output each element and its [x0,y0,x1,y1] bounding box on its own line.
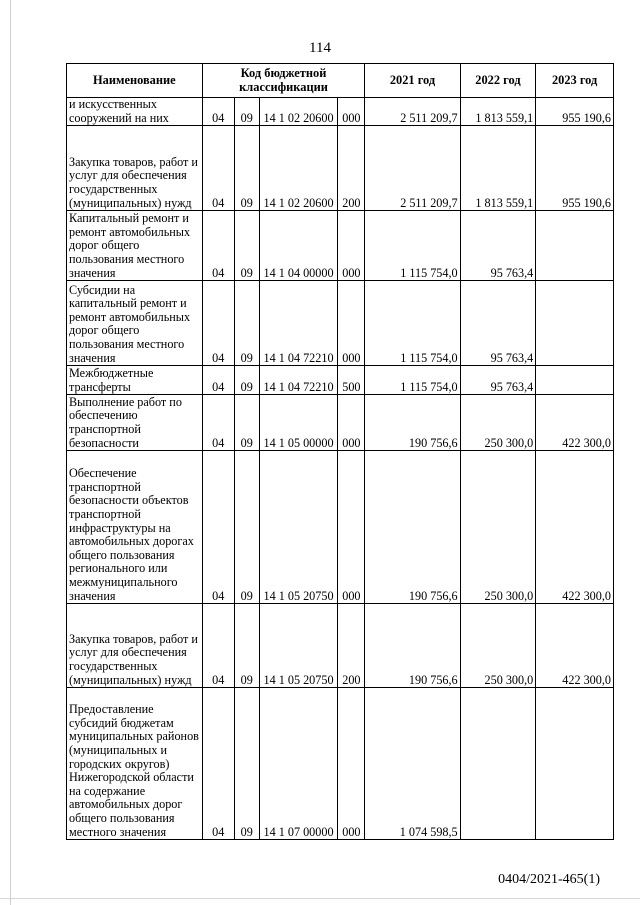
row-value-2022: 250 300,0 [460,604,536,688]
table-row [67,366,614,395]
row-value-2021: 2 511 209,7 [365,98,460,126]
row-value-2023: 422 300,0 [536,604,614,688]
row-name: Выполнение работ по обеспечению транспортной безопасности [67,395,203,451]
row-subsection: 09 [234,395,259,451]
table-row [67,211,614,281]
table-row [67,604,614,688]
row-value-2021: 1 074 598,5 [365,688,460,840]
row-expense-type: 200 [338,126,365,211]
row-subsection: 09 [234,211,259,281]
row-section: 04 [202,281,234,366]
header-name: Наименование [67,64,203,98]
table-row [67,98,614,126]
row-section: 04 [202,688,234,840]
row-subsection: 09 [234,126,259,211]
row-subsection: 09 [234,281,259,366]
row-value-2023: 422 300,0 [536,451,614,604]
row-expense-type: 000 [338,281,365,366]
scan-bottom-line [0,898,640,899]
row-expense-type: 200 [338,604,365,688]
row-value-2021: 190 756,6 [365,451,460,604]
row-value-2022 [460,688,536,840]
row-target-article: 14 1 05 00000 [259,395,338,451]
row-target-article: 14 1 05 20750 [259,604,338,688]
row-target-article: 14 1 02 20600 [259,126,338,211]
row-value-2021: 190 756,6 [365,395,460,451]
header-2022: 2022 год [460,64,536,98]
row-expense-type: 000 [338,211,365,281]
header-2023: 2023 год [536,64,614,98]
row-subsection: 09 [234,366,259,395]
row-subsection: 09 [234,98,259,126]
row-value-2022: 250 300,0 [460,451,536,604]
row-value-2023 [536,688,614,840]
row-value-2021: 2 511 209,7 [365,126,460,211]
row-value-2023 [536,366,614,395]
table-row [67,395,614,451]
table-row [67,688,614,840]
row-value-2023 [536,281,614,366]
row-name: Субсидии на капитальный ремонт и ремонт автомобильных дорог общего пользования местного значения [67,281,203,366]
row-value-2023: 955 190,6 [536,98,614,126]
row-expense-type: 000 [338,98,365,126]
row-value-2021: 1 115 754,0 [365,211,460,281]
row-section: 04 [202,395,234,451]
row-value-2023: 955 190,6 [536,126,614,211]
row-target-article: 14 1 04 72210 [259,281,338,366]
row-expense-type: 500 [338,366,365,395]
document-number: 0404/2021-465(1) [498,872,600,887]
header-code: Код бюджетной классификации [202,64,365,98]
row-value-2023: 422 300,0 [536,395,614,451]
row-value-2023 [536,211,614,281]
table-header [67,64,614,98]
row-name: Капитальный ремонт и ремонт автомобильных дорог общего пользования местного значения [67,211,203,281]
row-name: и искусственных сооружений на них [67,98,203,126]
row-value-2021: 1 115 754,0 [365,281,460,366]
row-name: Обеспечение транспортной безопасности объектов транспортной инфраструктуры на автомобильных дорогах общего пользования регионального или межмуниципального значения [67,451,203,604]
header-2021: 2021 год [365,64,460,98]
row-expense-type: 000 [338,395,365,451]
row-value-2022: 250 300,0 [460,395,536,451]
row-value-2022: 1 813 559,1 [460,98,536,126]
row-target-article: 14 1 04 00000 [259,211,338,281]
row-target-article: 14 1 07 00000 [259,688,338,840]
row-subsection: 09 [234,604,259,688]
row-section: 04 [202,366,234,395]
budget-table [66,63,614,840]
row-value-2022: 95 763,4 [460,366,536,395]
row-section: 04 [202,604,234,688]
row-expense-type: 000 [338,451,365,604]
row-target-article: 14 1 04 72210 [259,366,338,395]
row-value-2021: 1 115 754,0 [365,366,460,395]
row-name: Закупка товаров, работ и услуг для обеспечения государственных (муниципальных) нужд [67,604,203,688]
table-row [67,126,614,211]
row-value-2022: 1 813 559,1 [460,126,536,211]
row-name: Межбюджетные трансферты [67,366,203,395]
table-row [67,451,614,604]
row-value-2022: 95 763,4 [460,211,536,281]
row-subsection: 09 [234,688,259,840]
row-subsection: 09 [234,451,259,604]
row-section: 04 [202,98,234,126]
page-number: 114 [309,40,331,56]
table-row [67,281,614,366]
row-value-2022: 95 763,4 [460,281,536,366]
row-name: Закупка товаров, работ и услуг для обеспечения государственных (муниципальных) нужд [67,126,203,211]
row-section: 04 [202,126,234,211]
scan-edge-line [10,0,11,905]
row-target-article: 14 1 02 20600 [259,98,338,126]
row-expense-type: 000 [338,688,365,840]
row-value-2021: 190 756,6 [365,604,460,688]
row-target-article: 14 1 05 20750 [259,451,338,604]
row-section: 04 [202,211,234,281]
row-name: Предоставление субсидий бюджетам муниципальных районов (муниципальных и городских округов) Нижегородской области на содержание автомобильных дорог общего пользования местного значения [67,688,203,840]
row-section: 04 [202,451,234,604]
